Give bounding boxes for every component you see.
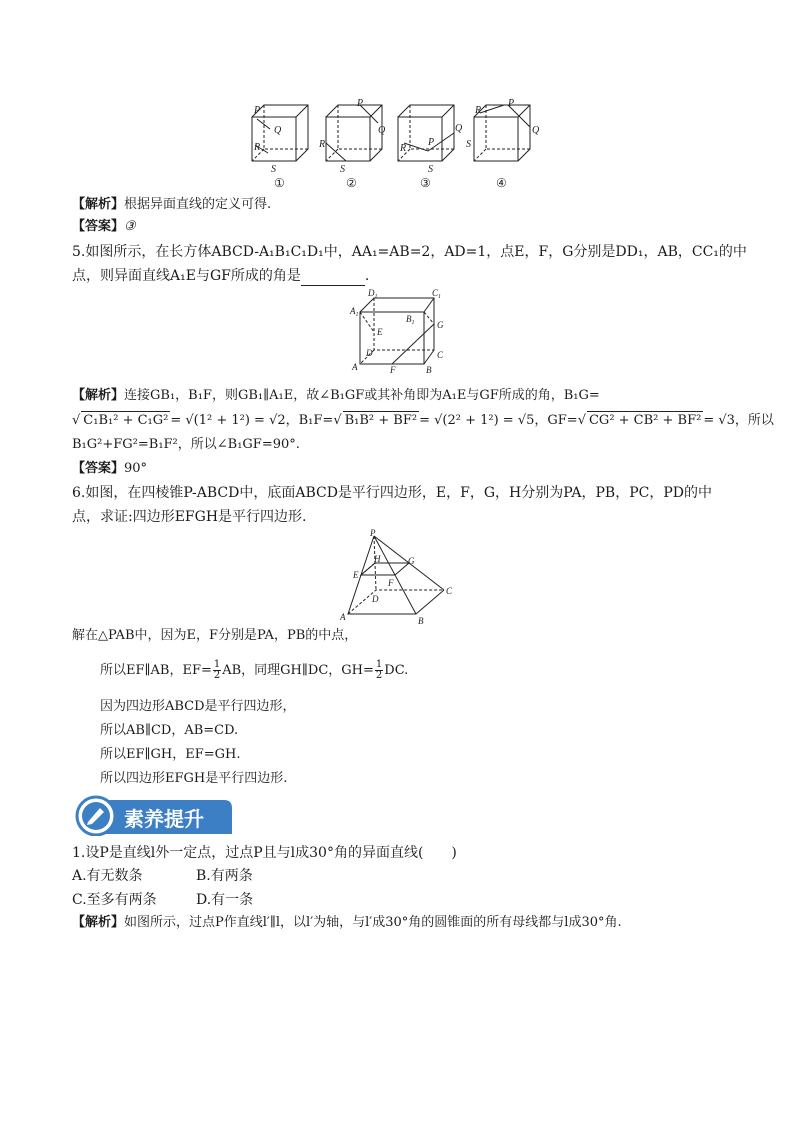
- cube-label-1: ①: [274, 176, 285, 190]
- analysis-text: 如图所示，过点P作直线l′∥l，以l′为轴，与l′成30°角的圆锥面的所有母线都与l成30°角.: [124, 915, 622, 930]
- svg-text:B: B: [426, 365, 432, 373]
- q5-stem-line2: [72, 266, 369, 286]
- pyramid-figure: [336, 528, 461, 626]
- answer-tag: 【答案】: [72, 219, 125, 234]
- q6-solution-line6: 所以四边形EFGH是平行四边形.: [100, 771, 288, 786]
- q1-option-a: A.有无数条: [72, 868, 143, 884]
- svg-text:B: B: [418, 616, 424, 626]
- svg-text:F: F: [390, 365, 396, 373]
- svg-text:P: P: [254, 105, 261, 116]
- svg-text:H: H: [374, 554, 381, 564]
- svg-text:P: P: [370, 528, 376, 538]
- fraction-half-1: $\frac{1}{2}$: [213, 659, 221, 681]
- q5-stem-text: 点，则异面直线A₁E与GF所成的角是: [72, 268, 301, 284]
- svg-text:G: G: [437, 320, 444, 330]
- q6-solution-line4: 所以AB∥CD，AB=CD.: [100, 723, 239, 738]
- q4-answer: [72, 218, 136, 236]
- answer-text: ③: [124, 219, 136, 234]
- q1-stem: 1.设P是直线l外一定点，过点P且与l成30°角的异面直线( ): [72, 845, 457, 861]
- q5-analysis-line2: √ C₁B₁² + C₁G² = √(1² + 1²) = √2，B₁F=√ B₁B² + BF² = √(2² + 1²) = √5，GF=√ CG² + CB² + BF² = √3，所以: [72, 413, 774, 428]
- q5-stem-end: .: [364, 268, 370, 284]
- cube-label-3: ③: [420, 176, 431, 190]
- svg-text:C1: $C_1$: [432, 288, 442, 300]
- cube-2: [326, 105, 382, 161]
- cube-4: [474, 105, 530, 161]
- q5-analysis-line3: B₁G²+FG²=B₁F²，所以∠B₁GF=90°.: [72, 437, 300, 452]
- svg-text:P: P: [428, 137, 435, 148]
- q1-option-d: D.有一条: [196, 892, 254, 908]
- sqrt-expr-5: CG² + CB² + BF²: [588, 413, 702, 428]
- svg-text:R: R: [254, 142, 261, 153]
- svg-text:Q: Q: [532, 125, 540, 136]
- q6-solution-line1: 解在△PAB中，因为E，F分别是PA，PB的中点，: [72, 628, 358, 643]
- svg-text:A1: $A_1$: [350, 306, 359, 318]
- cube-figure: [240, 95, 560, 190]
- q1-analysis: [72, 914, 622, 932]
- q6-solution-line3: 因为四边形ABCD是平行四边形，: [100, 699, 296, 714]
- section-title: 素养提升: [124, 807, 204, 831]
- answer-blank: [301, 271, 365, 286]
- svg-text:S: S: [271, 164, 276, 175]
- svg-text:D1: $D_1$: [368, 288, 378, 300]
- expr-6: = √3，所以: [703, 413, 774, 428]
- analysis-text: 连接GB₁，B₁F，则GB₁∥A₁E，故∠B₁GF或其补角即为A₁E与GF所成的角，B₁G=: [124, 388, 600, 403]
- svg-text:Q: Q: [378, 125, 386, 136]
- svg-text:S: S: [340, 164, 345, 175]
- svg-text:S: S: [428, 164, 433, 175]
- svg-text:R: R: [400, 143, 407, 154]
- svg-text:S: S: [466, 139, 471, 150]
- sqrt-expr-3: B₁B² + BF²: [344, 413, 418, 428]
- expr-a: 所以EF∥AB，EF=: [100, 663, 212, 678]
- cube-3: [398, 105, 454, 161]
- svg-text:E: E: [353, 570, 359, 580]
- analysis-tag: 【解析】: [72, 197, 125, 212]
- analysis-tag: 【解析】: [72, 388, 125, 403]
- expr-c: DC.: [384, 663, 409, 678]
- cube-label-2: ②: [346, 176, 357, 190]
- q5-stem-line1: 5.如图所示，在长方体ABCD-A₁B₁C₁D₁中，AA₁=AB=2，AD=1，点E，F，G分别是DD₁，AB，CC₁的中: [72, 244, 747, 260]
- q5-analysis-line1: [72, 387, 600, 405]
- analysis-text: 根据异面直线的定义可得.: [124, 197, 272, 212]
- svg-text:C: C: [446, 586, 453, 596]
- answer-text: 90°: [124, 461, 148, 476]
- svg-text:R: R: [475, 105, 482, 116]
- svg-text:P: P: [357, 98, 364, 109]
- section-banner: [74, 794, 234, 836]
- svg-text:G: G: [408, 556, 415, 566]
- q5-answer: [72, 460, 147, 478]
- svg-text:D: D: [366, 348, 373, 358]
- svg-text:E: E: [377, 327, 383, 337]
- sqrt-expr-1: C₁B₁² + C₁G²: [83, 413, 169, 428]
- q1-option-c: C.至多有两条: [72, 892, 157, 908]
- answer-tag: 【答案】: [72, 461, 125, 476]
- cuboid-figure: [346, 288, 451, 373]
- svg-text:D: D: [372, 594, 379, 604]
- q6-stem-line1: 6.如图，在四棱锥P-ABCD中，底面ABCD是平行四边形，E，F，G，H分别为PA，PB，PC，PD的中: [72, 485, 712, 501]
- expr-b: AB，同理GH∥DC，GH=: [222, 663, 374, 678]
- svg-text:Q: Q: [274, 125, 282, 136]
- svg-text:P: P: [508, 98, 515, 109]
- svg-text:C: C: [437, 350, 444, 360]
- q4-analysis: [72, 196, 271, 214]
- expr-4: = √(2² + 1²) = √5，GF=: [419, 413, 578, 428]
- q6-solution-line2: [100, 660, 408, 681]
- svg-text:A: A: [340, 612, 346, 622]
- cube-label-4: ④: [496, 176, 507, 190]
- q1-option-b: B.有两条: [196, 868, 253, 884]
- svg-text:B1: $B_1$: [406, 314, 415, 326]
- fraction-half-2: $\frac{1}{2}$: [375, 659, 383, 681]
- svg-text:Q: Q: [455, 123, 463, 134]
- q6-stem-line2: 点，求证:四边形EFGH是平行四边形.: [72, 509, 307, 525]
- svg-text:A: A: [352, 362, 358, 372]
- q6-solution-line5: 所以EF∥GH，EF=GH.: [100, 747, 241, 762]
- svg-text:F: F: [388, 578, 394, 588]
- expr-2: = √(1² + 1²) = √2，B₁F=: [170, 413, 334, 428]
- analysis-tag: 【解析】: [72, 915, 125, 930]
- svg-text:R: R: [319, 139, 326, 150]
